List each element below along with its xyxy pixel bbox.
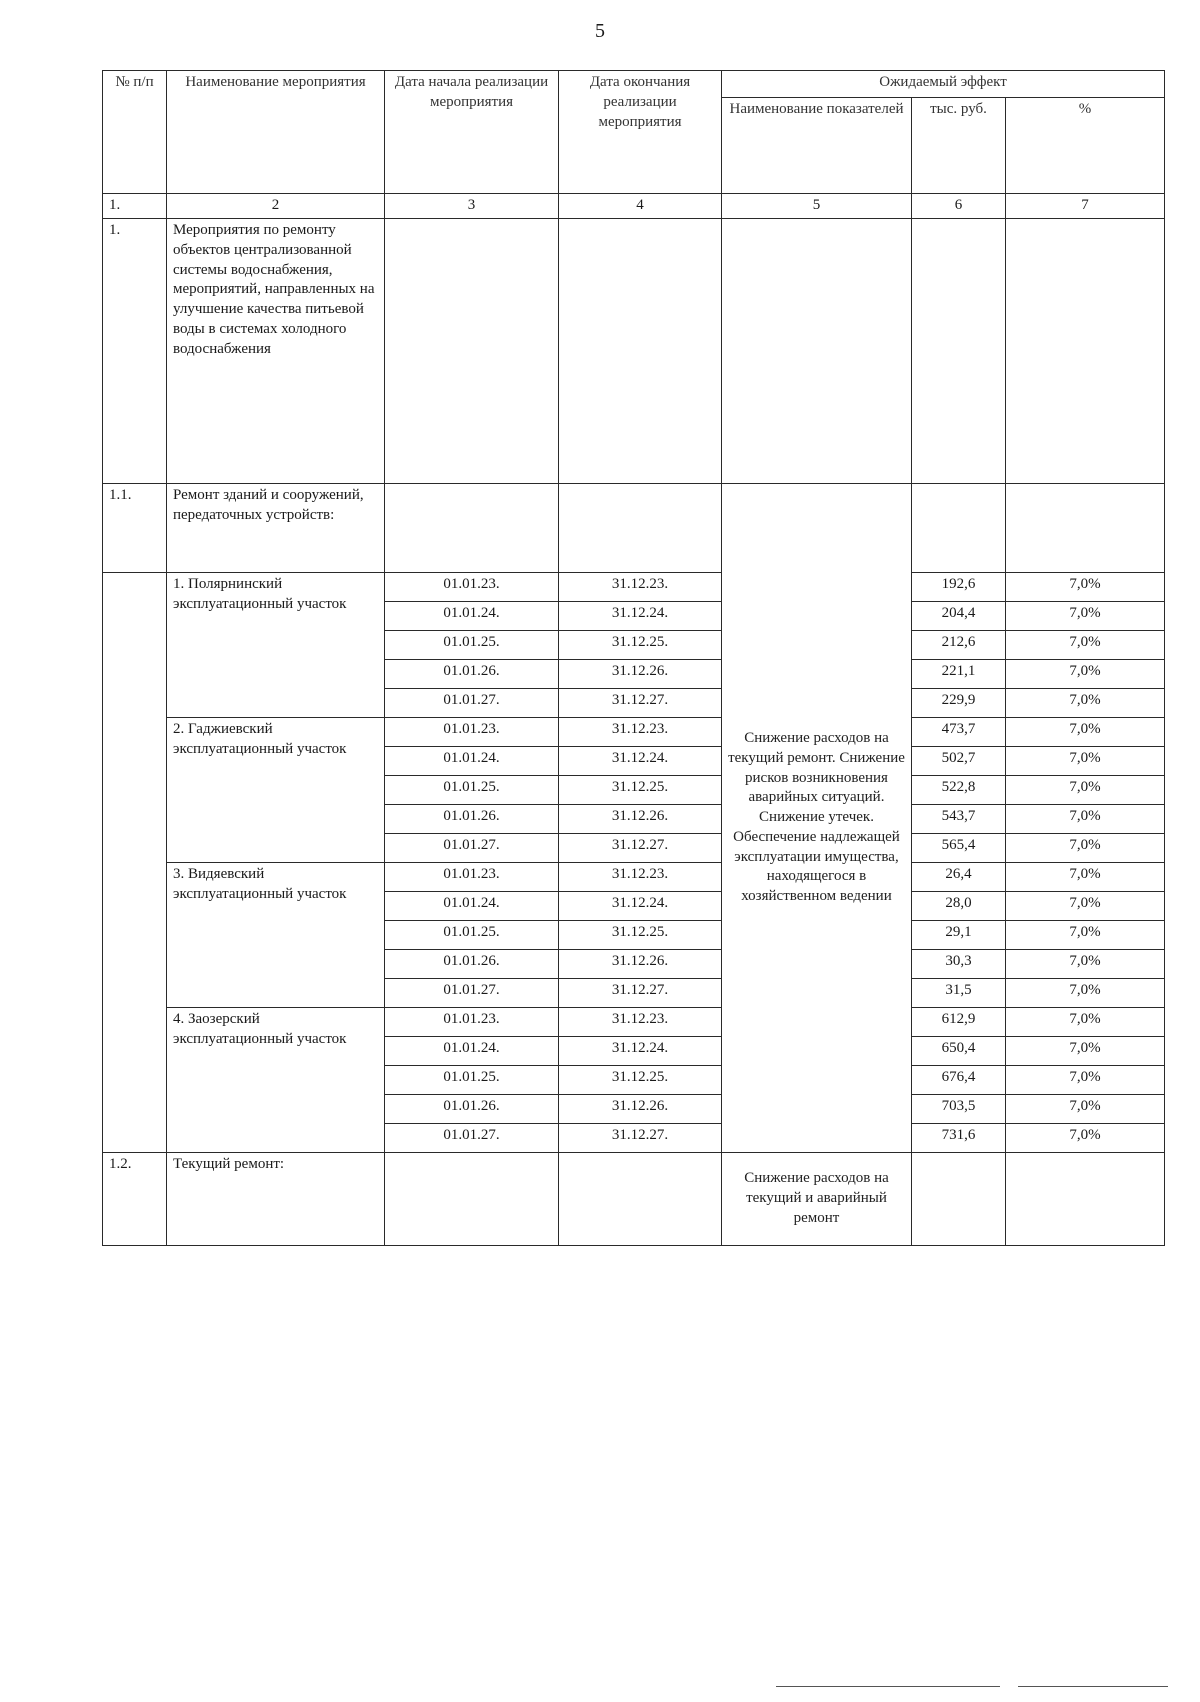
start-date: 01.01.23. [385, 718, 559, 747]
expected-effect-text: Снижение расходов на текущий ремонт. Снижение рисков возникновения аварийных ситуаций. Снижение утечек. Обеспечение надлежащей эксплуатации имущества, находящегося в хозяйственном ведении [722, 484, 912, 1153]
table-row [103, 1153, 1165, 1246]
percent-value: 7,0% [1006, 776, 1165, 805]
column-number: 1. [103, 194, 167, 219]
end-date: 31.12.26. [559, 805, 722, 834]
amount-thousand-rub: 221,1 [912, 660, 1006, 689]
percent-value: 7,0% [1006, 1124, 1165, 1153]
empty-cell [385, 484, 559, 573]
amount-thousand-rub: 204,4 [912, 602, 1006, 631]
end-date: 31.12.23. [559, 1008, 722, 1037]
percent-value: 7,0% [1006, 573, 1165, 602]
percent-value: 7,0% [1006, 747, 1165, 776]
percent-value: 7,0% [1006, 863, 1165, 892]
amount-thousand-rub: 502,7 [912, 747, 1006, 776]
table-header-row-1 [103, 71, 1165, 98]
amount-thousand-rub: 229,9 [912, 689, 1006, 718]
section-name: 1. Полярнинский эксплуатационный участок [167, 573, 385, 718]
row-name: Мероприятия по ремонту объектов централизованной системы водоснабжения, мероприятий, направленных на улучшение качества питьевой воды в системах холодного водоснабжения [167, 219, 385, 484]
column-number: 7 [1006, 194, 1165, 219]
section-name: 3. Видяевский эксплуатационный участок [167, 863, 385, 1008]
amount-thousand-rub: 31,5 [912, 979, 1006, 1008]
start-date: 01.01.27. [385, 689, 559, 718]
amount-thousand-rub: 522,8 [912, 776, 1006, 805]
empty-cell [385, 1153, 559, 1246]
header-end-date: Дата окончания реализации мероприятия [559, 71, 722, 194]
empty-cell [559, 219, 722, 484]
column-number: 4 [559, 194, 722, 219]
empty-cell [559, 1153, 722, 1246]
end-date: 31.12.25. [559, 1066, 722, 1095]
header-thousand-rub: тыс. руб. [912, 98, 1006, 194]
row-name: Ремонт зданий и сооружений, передаточных устройств: [167, 484, 385, 573]
empty-cell [1006, 219, 1165, 484]
section-name: 2. Гаджиевский эксплуатационный участок [167, 718, 385, 863]
row-num: 1.2. [103, 1153, 167, 1246]
header-num: № п/п [103, 71, 167, 194]
percent-value: 7,0% [1006, 1095, 1165, 1124]
percent-value: 7,0% [1006, 689, 1165, 718]
percent-value: 7,0% [1006, 834, 1165, 863]
amount-thousand-rub: 612,9 [912, 1008, 1006, 1037]
percent-value: 7,0% [1006, 631, 1165, 660]
column-number: 2 [167, 194, 385, 219]
empty-cell [103, 573, 167, 1153]
empty-cell [722, 219, 912, 484]
end-date: 31.12.23. [559, 718, 722, 747]
empty-cell [912, 1153, 1006, 1246]
page-number: 5 [595, 20, 605, 42]
end-date: 31.12.23. [559, 863, 722, 892]
measures-table [102, 70, 1165, 1246]
table-row [103, 863, 1165, 892]
empty-cell [1006, 484, 1165, 573]
start-date: 01.01.26. [385, 950, 559, 979]
table-row [103, 219, 1165, 484]
percent-value: 7,0% [1006, 1037, 1165, 1066]
expected-effect-text: Снижение расходов на текущий и аварийный ремонт [722, 1153, 912, 1246]
percent-value: 7,0% [1006, 979, 1165, 1008]
end-date: 31.12.24. [559, 1037, 722, 1066]
start-date: 01.01.23. [385, 863, 559, 892]
amount-thousand-rub: 650,4 [912, 1037, 1006, 1066]
footer-rule [776, 1686, 1000, 1687]
empty-cell [1006, 1153, 1165, 1246]
table-row [103, 573, 1165, 602]
percent-value: 7,0% [1006, 921, 1165, 950]
amount-thousand-rub: 26,4 [912, 863, 1006, 892]
end-date: 31.12.24. [559, 602, 722, 631]
header-indicator: Наименование показателей [722, 98, 912, 194]
column-number: 5 [722, 194, 912, 219]
start-date: 01.01.26. [385, 1095, 559, 1124]
empty-cell [559, 484, 722, 573]
footer-rule [1018, 1686, 1168, 1687]
percent-value: 7,0% [1006, 602, 1165, 631]
end-date: 31.12.27. [559, 834, 722, 863]
end-date: 31.12.26. [559, 1095, 722, 1124]
start-date: 01.01.24. [385, 892, 559, 921]
end-date: 31.12.24. [559, 747, 722, 776]
start-date: 01.01.23. [385, 1008, 559, 1037]
column-number: 3 [385, 194, 559, 219]
amount-thousand-rub: 676,4 [912, 1066, 1006, 1095]
end-date: 31.12.25. [559, 776, 722, 805]
row-num: 1. [103, 219, 167, 484]
header-start-date: Дата начала реализации мероприятия [385, 71, 559, 194]
empty-cell [912, 219, 1006, 484]
percent-value: 7,0% [1006, 950, 1165, 979]
amount-thousand-rub: 473,7 [912, 718, 1006, 747]
column-numbers-row [103, 194, 1165, 219]
start-date: 01.01.27. [385, 979, 559, 1008]
start-date: 01.01.24. [385, 1037, 559, 1066]
empty-cell [912, 484, 1006, 573]
amount-thousand-rub: 731,6 [912, 1124, 1006, 1153]
amount-thousand-rub: 565,4 [912, 834, 1006, 863]
percent-value: 7,0% [1006, 660, 1165, 689]
start-date: 01.01.24. [385, 747, 559, 776]
end-date: 31.12.26. [559, 660, 722, 689]
start-date: 01.01.25. [385, 776, 559, 805]
amount-thousand-rub: 703,5 [912, 1095, 1006, 1124]
percent-value: 7,0% [1006, 892, 1165, 921]
end-date: 31.12.24. [559, 892, 722, 921]
table-row [103, 484, 1165, 573]
end-date: 31.12.25. [559, 921, 722, 950]
start-date: 01.01.27. [385, 834, 559, 863]
percent-value: 7,0% [1006, 1066, 1165, 1095]
start-date: 01.01.27. [385, 1124, 559, 1153]
amount-thousand-rub: 543,7 [912, 805, 1006, 834]
row-name: Текущий ремонт: [167, 1153, 385, 1246]
column-number: 6 [912, 194, 1006, 219]
amount-thousand-rub: 30,3 [912, 950, 1006, 979]
row-num: 1.1. [103, 484, 167, 573]
percent-value: 7,0% [1006, 1008, 1165, 1037]
start-date: 01.01.26. [385, 805, 559, 834]
percent-value: 7,0% [1006, 718, 1165, 747]
end-date: 31.12.27. [559, 979, 722, 1008]
start-date: 01.01.25. [385, 921, 559, 950]
start-date: 01.01.26. [385, 660, 559, 689]
table-row [103, 1008, 1165, 1037]
start-date: 01.01.25. [385, 1066, 559, 1095]
start-date: 01.01.23. [385, 573, 559, 602]
percent-value: 7,0% [1006, 805, 1165, 834]
end-date: 31.12.26. [559, 950, 722, 979]
end-date: 31.12.27. [559, 1124, 722, 1153]
amount-thousand-rub: 28,0 [912, 892, 1006, 921]
end-date: 31.12.27. [559, 689, 722, 718]
amount-thousand-rub: 212,6 [912, 631, 1006, 660]
amount-thousand-rub: 192,6 [912, 573, 1006, 602]
amount-thousand-rub: 29,1 [912, 921, 1006, 950]
header-percent: % [1006, 98, 1165, 194]
header-name: Наименование мероприятия [167, 71, 385, 194]
empty-cell [385, 219, 559, 484]
section-name: 4. Заозерский эксплуатационный участок [167, 1008, 385, 1153]
table-row [103, 718, 1165, 747]
header-expected-effect: Ожидаемый эффект [722, 71, 1165, 98]
start-date: 01.01.24. [385, 602, 559, 631]
end-date: 31.12.25. [559, 631, 722, 660]
start-date: 01.01.25. [385, 631, 559, 660]
end-date: 31.12.23. [559, 573, 722, 602]
